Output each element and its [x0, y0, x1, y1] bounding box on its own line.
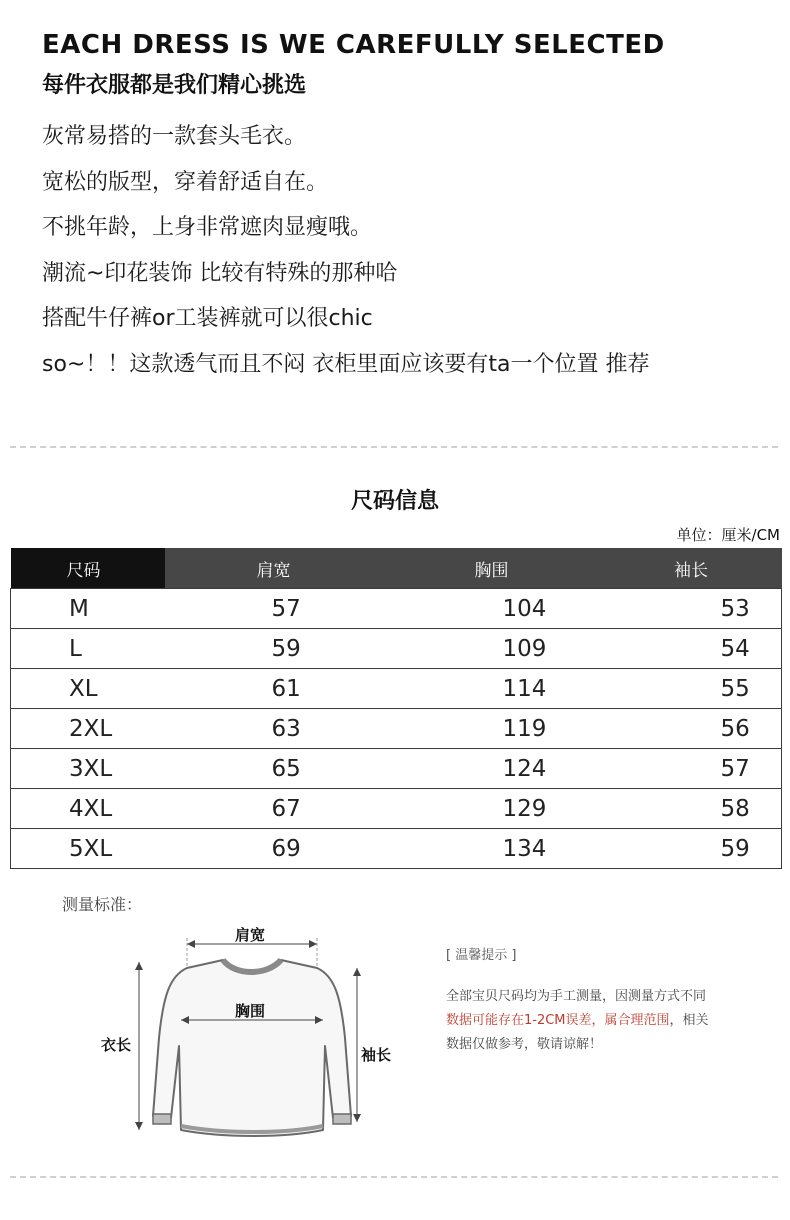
sleeve-label: 袖长	[361, 1046, 392, 1064]
cell-sleeve: 56	[601, 709, 782, 749]
description-line: 搭配牛仔裤or工装裤就可以很chic	[42, 306, 373, 331]
header-size: 尺码	[11, 548, 165, 589]
tips-warning: 数据可能存在1-2CM误差，属合理范围	[446, 1013, 670, 1028]
measurement-diagram	[95, 918, 415, 1153]
title-english: EACH DRESS IS WE CAREFULLY SELECTED	[42, 30, 665, 60]
unit-label: 单位：厘米/CM	[676, 526, 780, 544]
cell-chest: 119	[383, 709, 601, 749]
cell-sleeve: 58	[601, 789, 782, 829]
tips-box	[446, 944, 766, 1057]
tips-line-2-rest: ，相关	[669, 1013, 709, 1028]
measure-standard-label: 测量标准：	[62, 895, 143, 914]
cell-size: XL	[11, 669, 165, 709]
cell-shoulder: 63	[165, 709, 383, 749]
table-row	[11, 789, 782, 829]
cell-chest: 104	[383, 589, 601, 629]
table-row	[11, 669, 782, 709]
cell-size: 5XL	[11, 829, 165, 869]
cell-sleeve: 59	[601, 829, 782, 869]
cell-chest: 114	[383, 669, 601, 709]
description-line: 潮流~印花装饰 比较有特殊的那种哈	[42, 260, 398, 286]
cell-sleeve: 53	[601, 589, 782, 629]
shoulder-label: 肩宽	[235, 926, 266, 944]
sweater-outline-icon	[95, 918, 415, 1153]
cell-size: 4XL	[11, 789, 165, 829]
cell-sleeve: 57	[601, 749, 782, 789]
product-description	[42, 120, 762, 393]
description-line: so~！！这款透气而且不闷 衣柜里面应该要有ta一个位置 推荐	[42, 351, 650, 377]
bottom-divider	[10, 1176, 778, 1178]
table-row	[11, 829, 782, 869]
cell-size: 3XL	[11, 749, 165, 789]
cell-shoulder: 61	[165, 669, 383, 709]
size-table-header	[11, 548, 782, 589]
description-line: 宽松的版型，穿着舒适自在。	[42, 169, 329, 195]
chest-label: 胸围	[235, 1002, 266, 1020]
cell-shoulder: 65	[165, 749, 383, 789]
tips-heading: [ 温馨提示 ]	[446, 948, 517, 963]
tips-line-3: 数据仅做参考，敬请谅解！	[446, 1037, 603, 1052]
header-chest: 胸围	[383, 548, 601, 589]
cell-size: 2XL	[11, 709, 165, 749]
cell-shoulder: 59	[165, 629, 383, 669]
table-row	[11, 629, 782, 669]
cell-chest: 129	[383, 789, 601, 829]
description-line: 不挑年龄，上身非常遮肉显瘦哦。	[42, 215, 373, 240]
cell-shoulder: 57	[165, 589, 383, 629]
length-label: 衣长	[101, 1036, 132, 1054]
tips-line-2	[446, 1009, 766, 1033]
cell-size: L	[11, 629, 165, 669]
cell-size: M	[11, 589, 165, 629]
tips-line-1: 全部宝贝尺码均为手工测量，因测量方式不同	[446, 989, 707, 1004]
cell-chest: 124	[383, 749, 601, 789]
cell-shoulder: 69	[165, 829, 383, 869]
header-shoulder: 肩宽	[165, 548, 383, 589]
cell-chest: 109	[383, 629, 601, 669]
cell-shoulder: 67	[165, 789, 383, 829]
cell-chest: 134	[383, 829, 601, 869]
table-row	[11, 709, 782, 749]
cell-sleeve: 55	[601, 669, 782, 709]
table-row	[11, 589, 782, 629]
header-sleeve: 袖长	[601, 548, 782, 589]
description-line: 灰常易搭的一款套头毛衣。	[42, 124, 307, 149]
table-row	[11, 749, 782, 789]
cell-sleeve: 54	[601, 629, 782, 669]
size-section-title: 尺码信息	[350, 489, 439, 514]
size-table	[10, 548, 782, 869]
title-chinese: 每件衣服都是我们精心挑选	[42, 73, 307, 98]
section-divider	[10, 446, 778, 448]
